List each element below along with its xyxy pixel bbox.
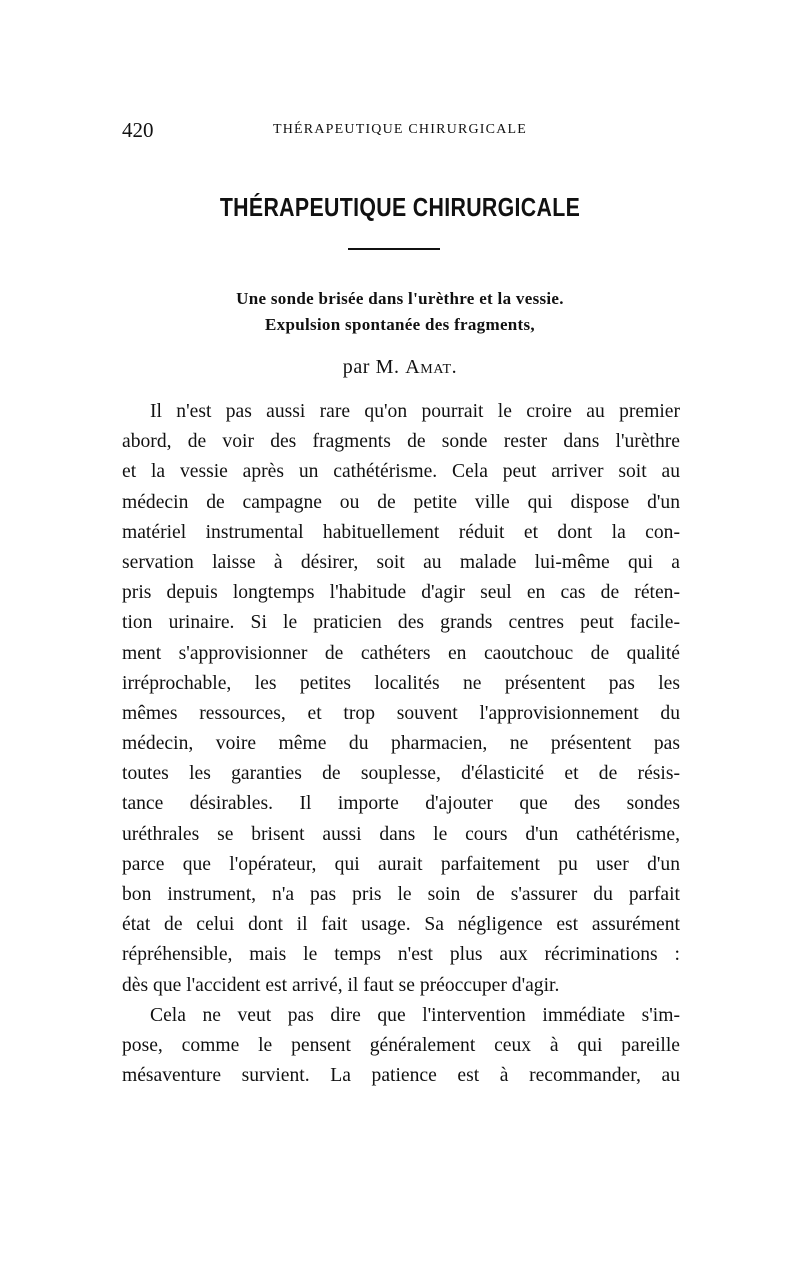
article-title-line-2: Expulsion spontanée des fragments,	[265, 315, 535, 334]
body-line: répréhensible, mais le temps n'est plus aux récriminations :	[122, 944, 680, 966]
body-line: irréprochable, les petites localités ne présentent pas les	[122, 672, 680, 694]
article-title-line-1: Une sonde brisée dans l'urèthre et la vessie.	[236, 289, 564, 308]
byline	[0, 356, 800, 379]
body-line: Cela ne veut pas dire que l'intervention immédiate s'im-	[150, 1004, 680, 1026]
body-line: ment s'approvisionner de cathéters en caoutchouc de qualité	[122, 642, 680, 664]
body-line: matériel instrumental habituellement réduit et dont la con-	[122, 521, 680, 543]
body-line: mêmes ressources, et trop souvent l'approvisionnement du	[122, 702, 680, 724]
body-line: mésaventure survient. La patience est à recommander, au	[122, 1065, 680, 1087]
body-line: et la vessie après un cathétérisme. Cela peut arriver soit au	[122, 461, 680, 483]
body-line: servation laisse à désirer, soit au malade lui-même qui a	[122, 551, 680, 573]
body-line: dès que l'accident est arrivé, il faut se préoccuper d'agir.	[122, 974, 560, 996]
body-line: abord, de voir des fragments de sonde rester dans l'urèthre	[122, 431, 680, 453]
body-line: pris depuis longtemps l'habitude d'agir seul en cas de réten-	[122, 582, 680, 604]
body-line: médecin, voire même du pharmacien, ne présentent pas	[122, 733, 680, 755]
body-text	[122, 397, 680, 1091]
section-title: THÉRAPEUTIQUE CHIRURGICALE	[219, 192, 581, 222]
byline-author: Amat.	[405, 356, 458, 378]
page-number: 420	[122, 118, 154, 142]
article-title	[0, 286, 800, 338]
body-line: toutes les garanties de souplesse, d'élasticité et de résis-	[122, 763, 680, 785]
body-line: uréthrales se brisent aussi dans le cours d'un cathétérisme,	[122, 823, 680, 845]
body-line: bon instrument, n'a pas pris le soin de s'assurer du parfait	[122, 884, 680, 905]
running-title: THÉRAPEUTIQUE CHIRURGICALE	[272, 122, 528, 137]
running-head	[0, 118, 800, 144]
body-line: Il n'est pas aussi rare qu'on pourrait le croire au premier	[150, 401, 680, 422]
body-line: parce que l'opérateur, qui aurait parfaitement pu user d'un	[122, 853, 680, 875]
body-line: médecin de campagne ou de petite ville qui dispose d'un	[122, 491, 680, 513]
title-rule	[348, 248, 440, 250]
byline-prefix: par M.	[342, 356, 400, 378]
body-line: tance désirables. Il importe d'ajouter que des sondes	[122, 793, 680, 815]
body-line: état de celui dont il fait usage. Sa négligence est assurément	[122, 914, 680, 936]
body-line: tion urinaire. Si le praticien des grands centres peut facile-	[122, 612, 680, 634]
body-line: pose, comme le pensent généralement ceux à qui pareille	[122, 1034, 680, 1056]
